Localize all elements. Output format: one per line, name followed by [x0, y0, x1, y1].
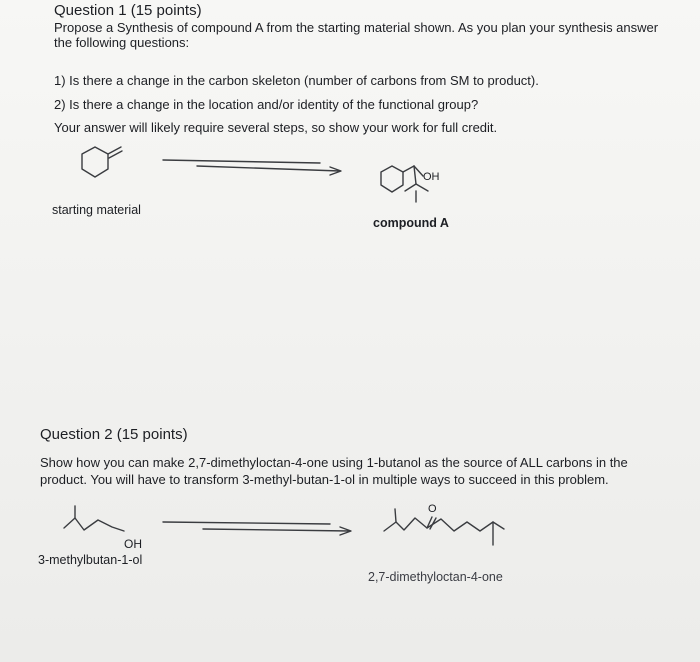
- compound-a-label: compound A: [373, 216, 449, 230]
- compound-a-oh-label: OH: [423, 171, 440, 183]
- branch-methyl-2: [416, 184, 428, 191]
- q2-arrow-line-2: [203, 529, 350, 531]
- cyclohexane-ring-product: [381, 166, 403, 192]
- cyclohexane-ring-sm: [82, 147, 108, 177]
- dimethyloctanone-skeleton: [384, 518, 504, 531]
- branch-methyl-1: [405, 184, 416, 191]
- methylbutanol-skeleton: [64, 518, 124, 531]
- question1-title: Question 1 (15 points): [54, 2, 202, 19]
- ketone-o-label: O: [428, 503, 437, 515]
- butanol-oh-label: OH: [124, 537, 142, 551]
- question2-line1: Show how you can make 2,7-dimethyloctan-4-one using 1-butanol as the source of ALL carbons in the: [40, 455, 628, 470]
- question1-note: Your answer will likely require several steps, so show your work for full credit.: [54, 120, 498, 135]
- question1-intro-line2: the following questions:: [54, 35, 190, 50]
- question2-line2: product. You will have to transform 3-methyl-butan-1-ol in multiple ways to succeed in this problem.: [40, 472, 609, 487]
- question2-title: Question 2 (15 points): [40, 426, 188, 443]
- methylbutanol-label: 3-methylbutan-1-ol: [38, 553, 143, 567]
- question1-item2: 2) Is there a change in the location and/or identity of the functional group?: [54, 97, 479, 112]
- q1-arrow-line-1: [163, 160, 320, 163]
- q2-arrow-line-1: [163, 522, 330, 524]
- question1-intro-line1: Propose a Synthesis of compound A from the starting material shown. As you plan your synthesis answer: [54, 20, 659, 35]
- question1-item1: 1) Is there a change in the carbon skeleton (number of carbons from SM to product).: [54, 73, 539, 88]
- ring-to-carbinol-bond: [403, 166, 414, 172]
- dimethyloctanone-label: 2,7-dimethyloctan-4-one: [368, 570, 503, 584]
- starting-material-label: starting material: [52, 203, 141, 217]
- q1-arrow-line-2: [197, 166, 340, 171]
- dimethyloctanone-methyl-branch-1: [395, 509, 396, 522]
